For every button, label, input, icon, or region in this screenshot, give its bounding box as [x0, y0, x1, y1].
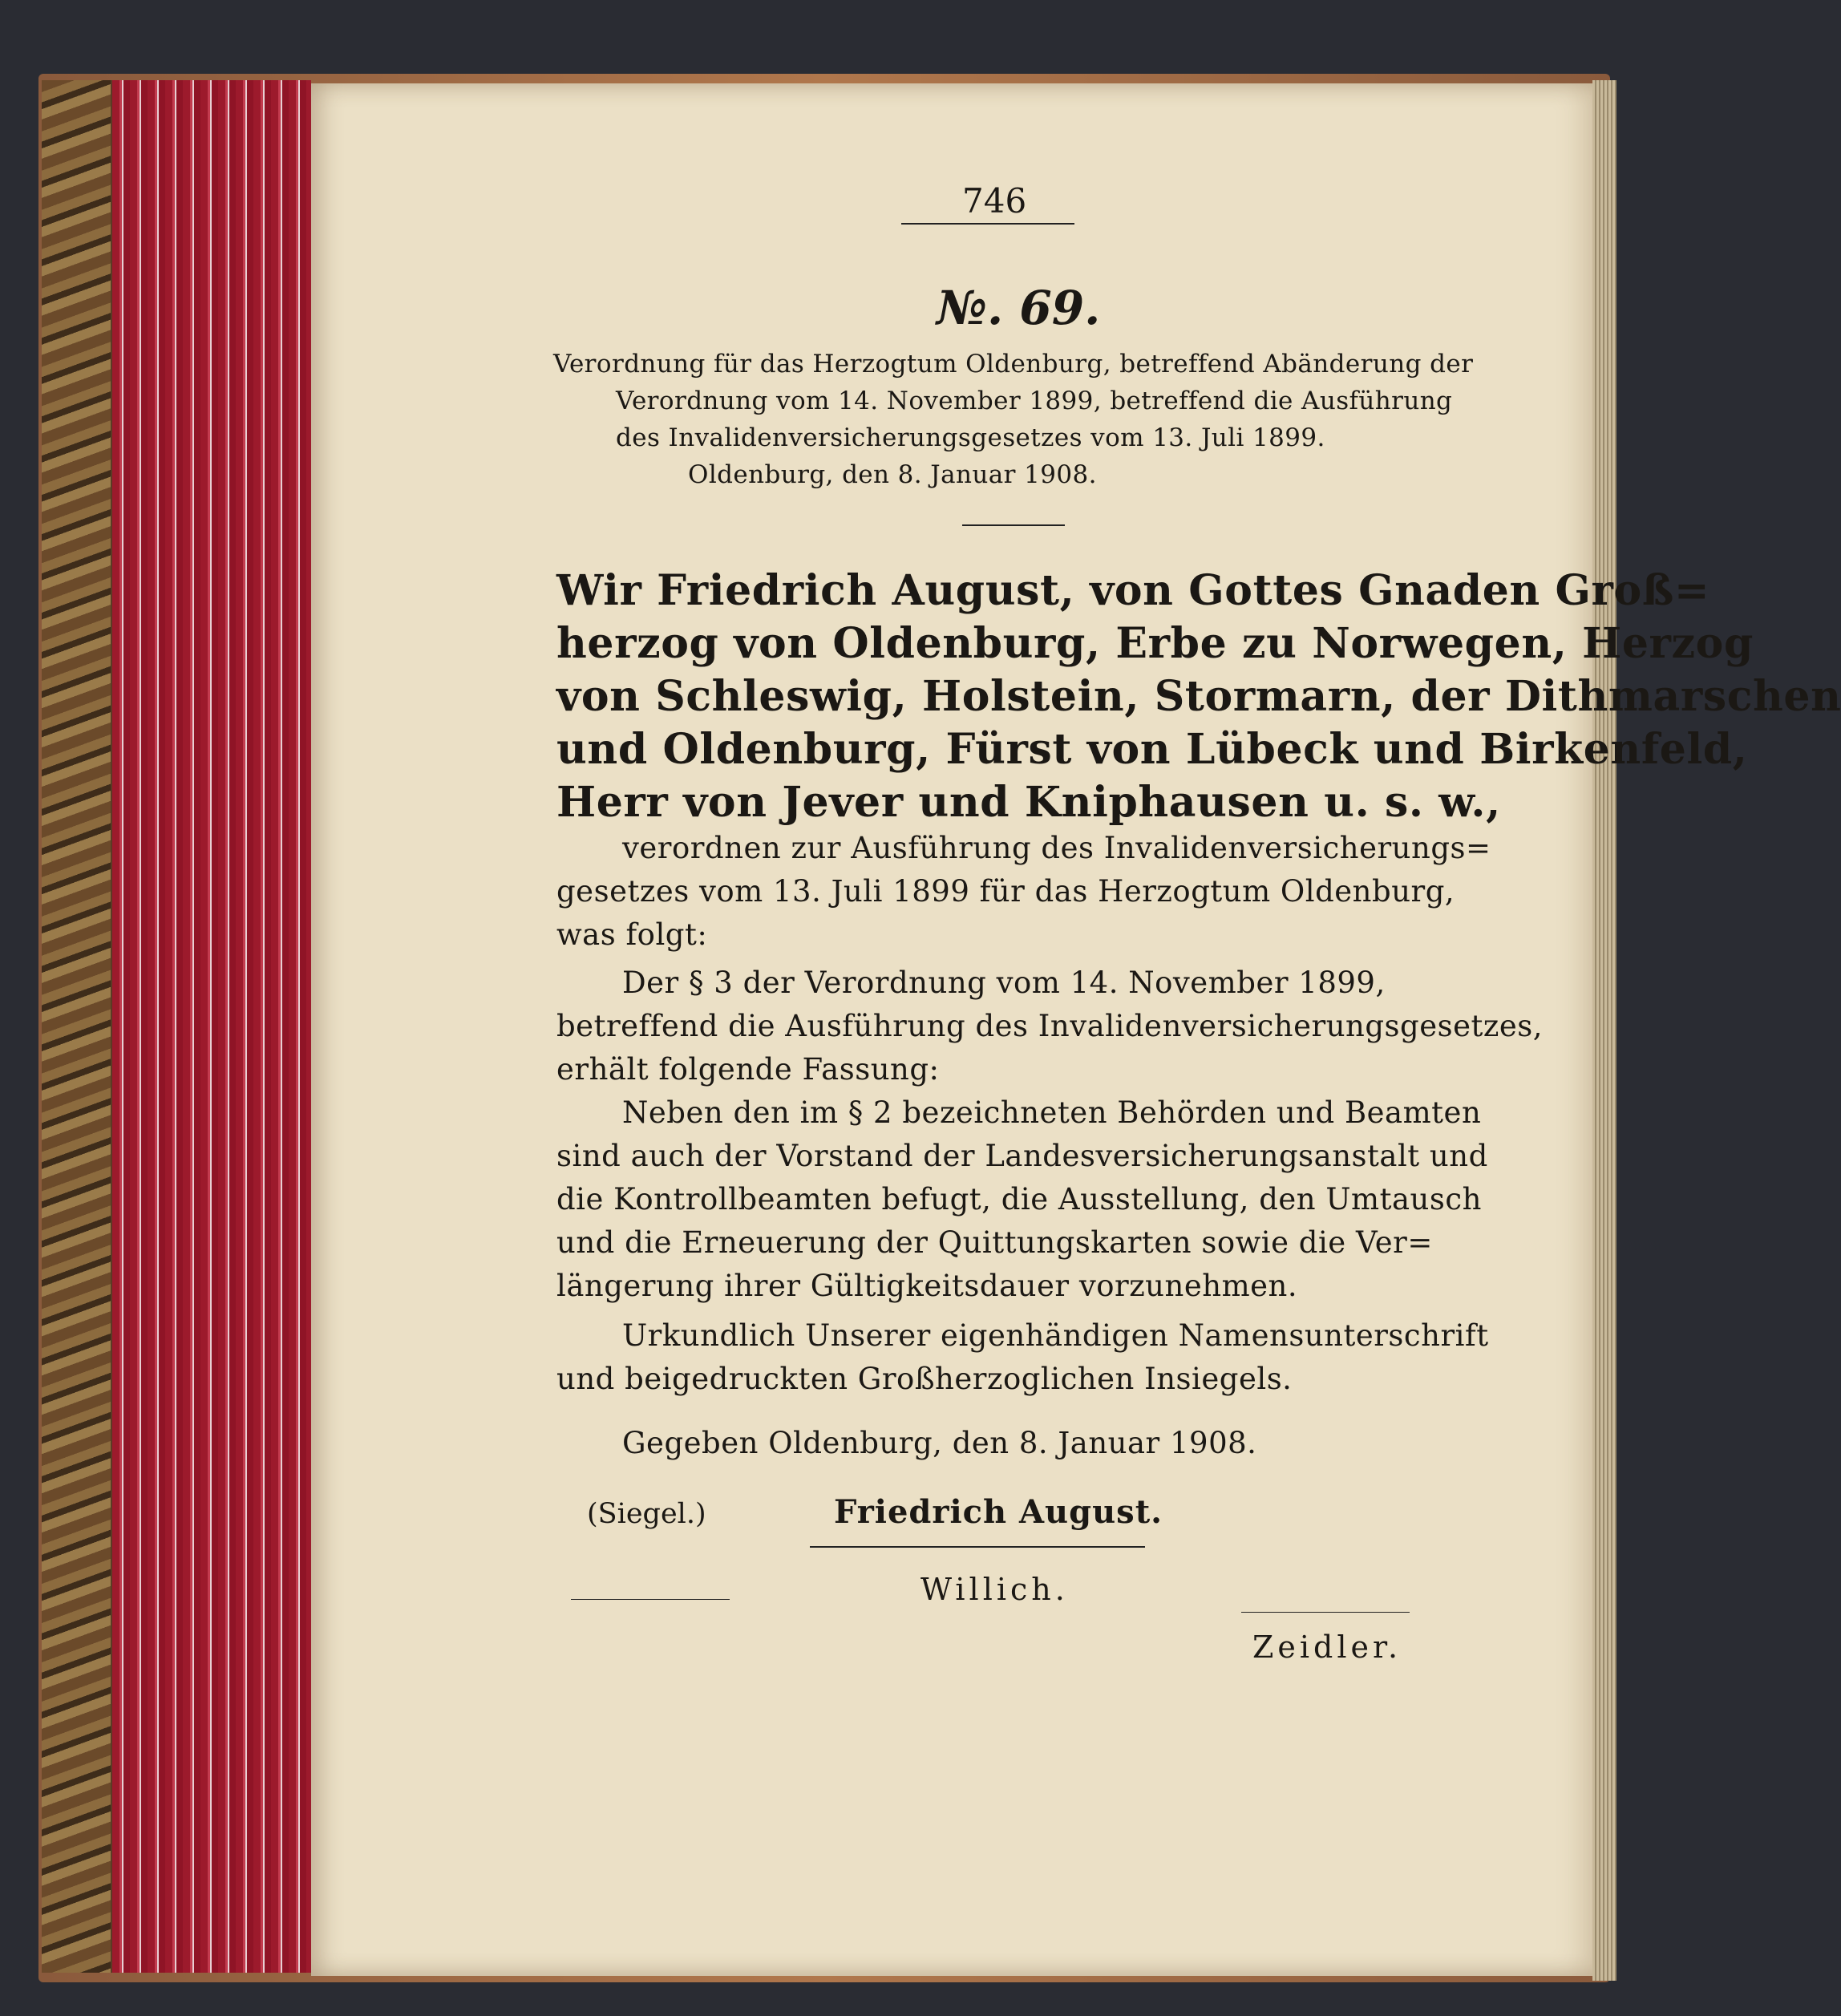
- body-line-13: und beigedruckten Großherzoglichen Insiegels.: [556, 1362, 1293, 1396]
- body-line-1: verordnen zur Ausführung des Invalidenversicherungs=: [622, 831, 1491, 865]
- body-line-12: Urkundlich Unserer eigenhändigen Namensunterschrift: [622, 1318, 1489, 1353]
- body-line-11: längerung ihrer Gültigkeitsdauer vorzunehmen.: [556, 1269, 1298, 1303]
- preamble-line-2: herzog von Oldenburg, Erbe zu Norwegen, Herzog: [556, 619, 1754, 668]
- body-line-4: Der § 3 der Verordnung vom 14. November 1899,: [622, 965, 1386, 1000]
- body-line-2: gesetzes vom 13. Juli 1899 für das Herzogtum Oldenburg,: [556, 874, 1455, 909]
- preamble-line-3: von Schleswig, Holstein, Stormarn, der Dithmarschen: [556, 672, 1841, 721]
- body-line-9: die Kontrollbeamten befugt, die Ausstellung, den Umtausch: [556, 1182, 1482, 1216]
- page-number: 746: [962, 181, 1027, 221]
- signature-friedrich-august: Friedrich August.: [834, 1493, 1163, 1531]
- given-line: Gegeben Oldenburg, den 8. Januar 1908.: [622, 1426, 1257, 1460]
- heading-line-4: Oldenburg, den 8. Januar 1908.: [688, 460, 1097, 489]
- heading-divider: [962, 524, 1065, 526]
- heading-line-3: des Invalidenversicherungsgesetzes vom 13. Juli 1899.: [616, 423, 1325, 452]
- seal-note: (Siegel.): [587, 1498, 706, 1530]
- signature-zeidler: Zeidler.: [1252, 1629, 1402, 1665]
- page-number-rule: [901, 223, 1074, 225]
- body-line-6: erhält folgende Fassung:: [556, 1052, 940, 1087]
- preamble-line-4: und Oldenburg, Fürst von Lübeck und Birkenfeld,: [556, 725, 1748, 774]
- body-line-8: sind auch der Vorstand der Landesversicherungsanstalt und: [556, 1139, 1488, 1173]
- heading-line-1: Verordnung für das Herzogtum Oldenburg, betreffend Abänderung der: [553, 350, 1474, 379]
- preamble-line-5: Herr von Jever und Kniphausen u. s. w.,: [556, 778, 1501, 827]
- heading-line-2: Verordnung vom 14. November 1899, betreffend die Ausführung: [616, 387, 1453, 415]
- body-line-3: was folgt:: [556, 917, 708, 952]
- body-line-7: Neben den im § 2 bezeichneten Behörden und Beamten: [622, 1095, 1482, 1130]
- left-signature-rule: [571, 1599, 730, 1600]
- right-signature-rule: [1241, 1612, 1410, 1613]
- preamble-line-1: Wir Friedrich August, von Gottes Gnaden Groß=: [556, 566, 1710, 615]
- signature-rule: [810, 1546, 1145, 1548]
- document-number: №. 69.: [937, 281, 1101, 335]
- body-line-10: und die Erneuerung der Quittungskarten sowie die Ver=: [556, 1225, 1433, 1260]
- body-line-5: betreffend die Ausführung des Invalidenversicherungsgesetzes,: [556, 1009, 1544, 1043]
- signature-willich: Willich.: [920, 1572, 1069, 1607]
